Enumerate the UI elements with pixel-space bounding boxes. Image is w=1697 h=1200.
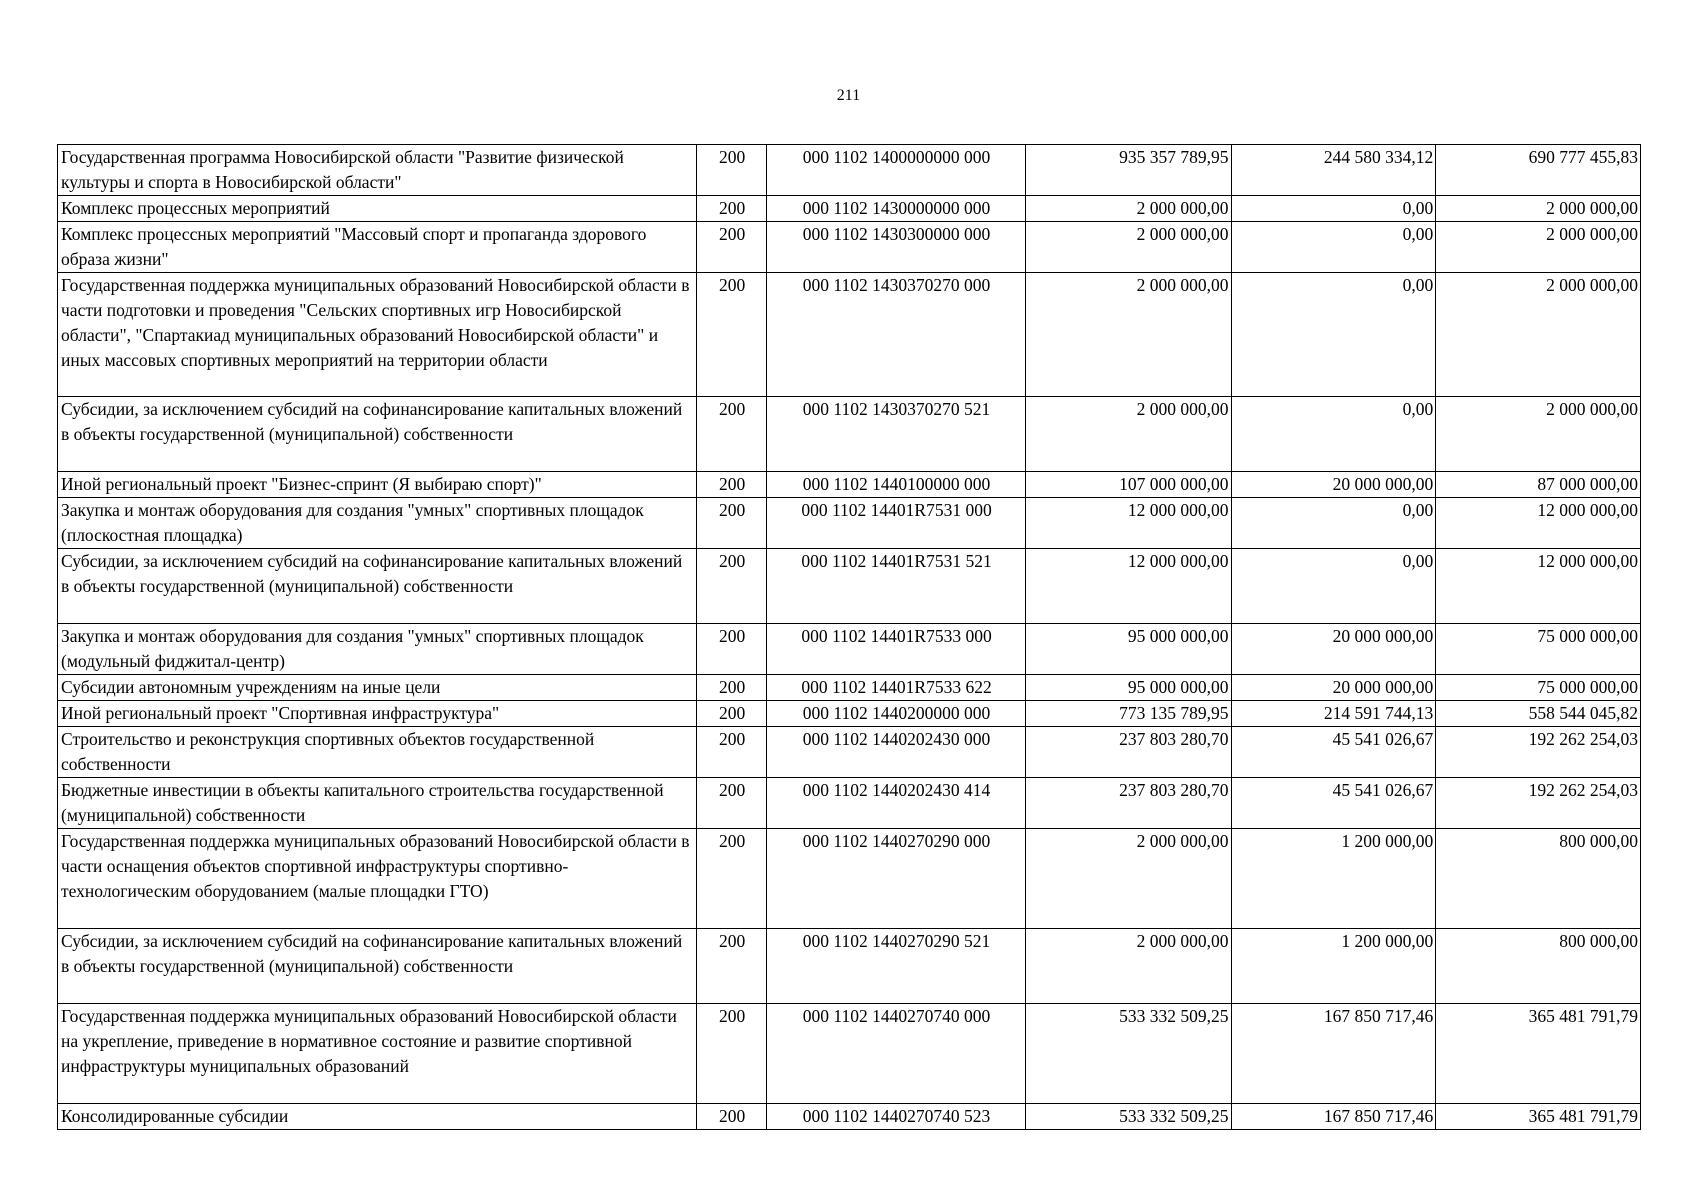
row-kbk: 000 1102 1430000000 000 — [767, 196, 1025, 222]
row-name: Закупка и монтаж оборудования для создания "умных" спортивных площадок (плоскостная площадка) — [58, 498, 697, 549]
row-name: Государственная программа Новосибирской области "Развитие физической культуры и спорта в Новосибирской области" — [58, 145, 697, 196]
table-row — [58, 498, 1641, 549]
row-remaining: 690 777 455,83 — [1436, 145, 1641, 196]
row-kbk: 000 1102 14401R7531 521 — [767, 549, 1025, 624]
row-name: Субсидии, за исключением субсидий на софинансирование капитальных вложений в объекты государственной (муниципальной) собственности — [58, 549, 697, 624]
row-plan: 533 332 509,25 — [1025, 1004, 1231, 1104]
row-executed: 0,00 — [1231, 549, 1436, 624]
budget-table — [57, 144, 1641, 1130]
row-name: Иной региональный проект "Спортивная инфраструктура" — [58, 701, 697, 727]
row-code: 200 — [696, 549, 766, 624]
row-remaining: 800 000,00 — [1436, 829, 1641, 929]
row-remaining: 365 481 791,79 — [1436, 1104, 1641, 1130]
row-code: 200 — [696, 1004, 766, 1104]
row-executed: 45 541 026,67 — [1231, 727, 1436, 778]
row-plan: 773 135 789,95 — [1025, 701, 1231, 727]
row-code: 200 — [696, 145, 766, 196]
row-remaining: 800 000,00 — [1436, 929, 1641, 1004]
row-kbk: 000 1102 1440270290 000 — [767, 829, 1025, 929]
table-row — [58, 778, 1641, 829]
row-kbk: 000 1102 1440270740 523 — [767, 1104, 1025, 1130]
row-plan: 237 803 280,70 — [1025, 778, 1231, 829]
row-executed: 244 580 334,12 — [1231, 145, 1436, 196]
row-name: Субсидии автономным учреждениям на иные цели — [58, 675, 697, 701]
table-row — [58, 829, 1641, 929]
row-code: 200 — [696, 929, 766, 1004]
row-remaining: 75 000 000,00 — [1436, 624, 1641, 675]
row-plan: 12 000 000,00 — [1025, 549, 1231, 624]
row-executed: 1 200 000,00 — [1231, 829, 1436, 929]
budget-table-body — [58, 145, 1641, 1130]
row-kbk: 000 1102 14401R7533 622 — [767, 675, 1025, 701]
table-row — [58, 472, 1641, 498]
row-remaining: 2 000 000,00 — [1436, 397, 1641, 472]
row-name: Государственная поддержка муниципальных образований Новосибирской области в части оснащения объектов спортивной инфраструктуры спортивно-технологическим оборудованием (малые площадки ГТО) — [58, 829, 697, 929]
row-executed: 20 000 000,00 — [1231, 675, 1436, 701]
row-remaining: 558 544 045,82 — [1436, 701, 1641, 727]
table-row — [58, 1004, 1641, 1104]
row-code: 200 — [696, 498, 766, 549]
row-remaining: 2 000 000,00 — [1436, 273, 1641, 397]
row-kbk: 000 1102 1430370270 000 — [767, 273, 1025, 397]
row-remaining: 2 000 000,00 — [1436, 222, 1641, 273]
row-plan: 107 000 000,00 — [1025, 472, 1231, 498]
row-code: 200 — [696, 222, 766, 273]
row-code: 200 — [696, 829, 766, 929]
row-name: Консолидированные субсидии — [58, 1104, 697, 1130]
row-remaining: 75 000 000,00 — [1436, 675, 1641, 701]
row-code: 200 — [696, 196, 766, 222]
row-kbk: 000 1102 14401R7531 000 — [767, 498, 1025, 549]
row-kbk: 000 1102 1440202430 414 — [767, 778, 1025, 829]
row-executed: 0,00 — [1231, 222, 1436, 273]
table-row — [58, 624, 1641, 675]
table-row — [58, 727, 1641, 778]
row-code: 200 — [696, 675, 766, 701]
row-name: Иной региональный проект "Бизнес-спринт (Я выбираю спорт)" — [58, 472, 697, 498]
row-executed: 0,00 — [1231, 397, 1436, 472]
row-plan: 2 000 000,00 — [1025, 196, 1231, 222]
row-executed: 167 850 717,46 — [1231, 1004, 1436, 1104]
row-code: 200 — [696, 273, 766, 397]
table-row — [58, 929, 1641, 1004]
row-executed: 0,00 — [1231, 196, 1436, 222]
row-executed: 0,00 — [1231, 273, 1436, 397]
row-name: Строительство и реконструкция спортивных объектов государственной собственности — [58, 727, 697, 778]
table-row — [58, 222, 1641, 273]
row-name: Закупка и монтаж оборудования для создания "умных" спортивных площадок (модульный фиджитал-центр) — [58, 624, 697, 675]
row-plan: 2 000 000,00 — [1025, 273, 1231, 397]
row-remaining: 87 000 000,00 — [1436, 472, 1641, 498]
row-name: Комплекс процессных мероприятий "Массовый спорт и пропаганда здорового образа жизни" — [58, 222, 697, 273]
row-plan: 2 000 000,00 — [1025, 397, 1231, 472]
row-executed: 1 200 000,00 — [1231, 929, 1436, 1004]
row-plan: 237 803 280,70 — [1025, 727, 1231, 778]
row-executed: 214 591 744,13 — [1231, 701, 1436, 727]
row-kbk: 000 1102 1440202430 000 — [767, 727, 1025, 778]
row-plan: 2 000 000,00 — [1025, 829, 1231, 929]
row-code: 200 — [696, 397, 766, 472]
row-plan: 12 000 000,00 — [1025, 498, 1231, 549]
row-name: Государственная поддержка муниципальных образований Новосибирской области в части подготовки и проведения "Сельских спортивных игр Новосибирской области", "Спартакиад муниципальных образований Новосибирской области" и иных массовых спортивных мероприятий на территории области — [58, 273, 697, 397]
row-code: 200 — [696, 701, 766, 727]
row-executed: 20 000 000,00 — [1231, 624, 1436, 675]
row-remaining: 192 262 254,03 — [1436, 727, 1641, 778]
table-row — [58, 1104, 1641, 1130]
row-kbk: 000 1102 1400000000 000 — [767, 145, 1025, 196]
row-plan: 2 000 000,00 — [1025, 929, 1231, 1004]
row-kbk: 000 1102 1440100000 000 — [767, 472, 1025, 498]
row-plan: 95 000 000,00 — [1025, 624, 1231, 675]
row-executed: 0,00 — [1231, 498, 1436, 549]
row-name: Субсидии, за исключением субсидий на софинансирование капитальных вложений в объекты государственной (муниципальной) собственности — [58, 397, 697, 472]
row-remaining: 12 000 000,00 — [1436, 498, 1641, 549]
row-code: 200 — [696, 624, 766, 675]
table-row — [58, 549, 1641, 624]
row-kbk: 000 1102 1440200000 000 — [767, 701, 1025, 727]
page-number: 211 — [836, 87, 861, 104]
row-executed: 45 541 026,67 — [1231, 778, 1436, 829]
table-row — [58, 675, 1641, 701]
row-executed: 20 000 000,00 — [1231, 472, 1436, 498]
row-plan: 95 000 000,00 — [1025, 675, 1231, 701]
row-executed: 167 850 717,46 — [1231, 1104, 1436, 1130]
table-row — [58, 701, 1641, 727]
row-name: Комплекс процессных мероприятий — [58, 196, 697, 222]
row-kbk: 000 1102 1440270290 521 — [767, 929, 1025, 1004]
row-remaining: 12 000 000,00 — [1436, 549, 1641, 624]
row-name: Субсидии, за исключением субсидий на софинансирование капитальных вложений в объекты государственной (муниципальной) собственности — [58, 929, 697, 1004]
row-remaining: 2 000 000,00 — [1436, 196, 1641, 222]
row-plan: 935 357 789,95 — [1025, 145, 1231, 196]
row-remaining: 365 481 791,79 — [1436, 1004, 1641, 1104]
row-kbk: 000 1102 1430370270 521 — [767, 397, 1025, 472]
table-row — [58, 273, 1641, 397]
row-code: 200 — [696, 778, 766, 829]
table-row — [58, 397, 1641, 472]
row-code: 200 — [696, 727, 766, 778]
row-kbk: 000 1102 1440270740 000 — [767, 1004, 1025, 1104]
row-kbk: 000 1102 14401R7533 000 — [767, 624, 1025, 675]
row-code: 200 — [696, 472, 766, 498]
row-plan: 2 000 000,00 — [1025, 222, 1231, 273]
row-remaining: 192 262 254,03 — [1436, 778, 1641, 829]
row-plan: 533 332 509,25 — [1025, 1104, 1231, 1130]
row-name: Государственная поддержка муниципальных образований Новосибирской области на укрепление, приведение в нормативное состояние и развитие спортивной инфраструктуры муниципальных образований — [58, 1004, 697, 1104]
table-row — [58, 145, 1641, 196]
row-kbk: 000 1102 1430300000 000 — [767, 222, 1025, 273]
row-code: 200 — [696, 1104, 766, 1130]
table-row — [58, 196, 1641, 222]
row-name: Бюджетные инвестиции в объекты капитального строительства государственной (муниципальной) собственности — [58, 778, 697, 829]
